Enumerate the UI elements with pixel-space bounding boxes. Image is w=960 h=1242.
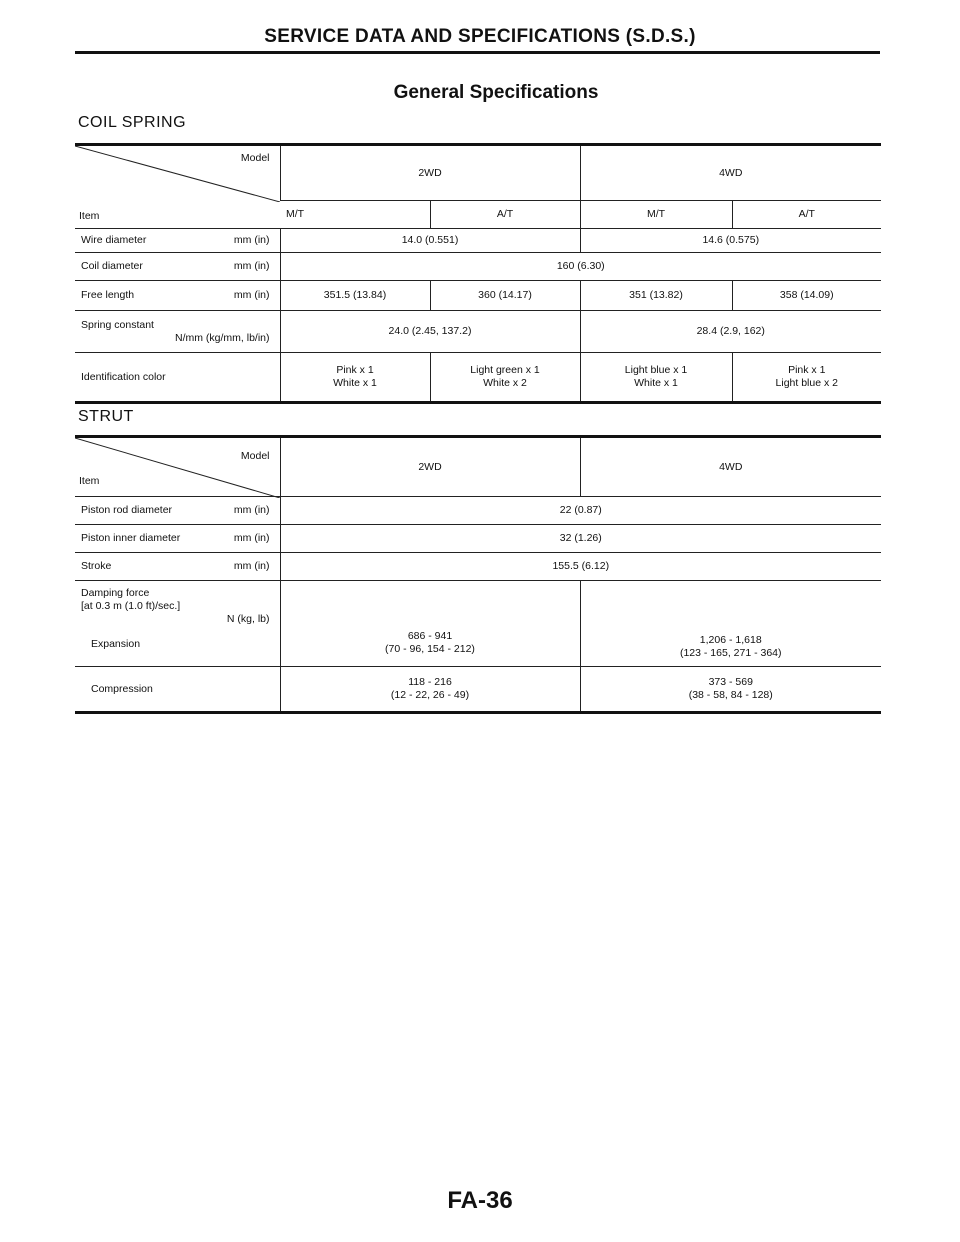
cell-value: 28.4 (2.9, 162) <box>580 311 881 353</box>
cell-value: 351.5 (13.84) <box>280 281 430 311</box>
cell-value: 358 (14.09) <box>732 281 881 311</box>
cell-value: Pink x 1 <box>788 364 826 376</box>
compression-label: Compression <box>75 667 280 713</box>
corner-diagonal <box>75 438 280 498</box>
corner-item-label: Item <box>79 475 100 487</box>
row-unit: mm (in) <box>233 560 270 572</box>
row-label: Piston inner diameter <box>81 532 181 544</box>
row-unit: N/mm (kg/mm, lb/in) <box>175 331 270 344</box>
row-unit: mm (in) <box>233 234 270 246</box>
row-unit: mm (in) <box>233 260 270 272</box>
cell-value: 24.0 (2.45, 137.2) <box>280 311 580 353</box>
cell-value: White x 1 <box>634 377 678 389</box>
strut-corner-cell <box>75 437 280 497</box>
cell-value: 14.0 (0.551) <box>280 229 580 253</box>
strut-table <box>75 435 881 714</box>
cell-value: Light blue x 1 <box>624 364 688 376</box>
cell-value: 351 (13.82) <box>580 281 732 311</box>
cell-value: (12 - 22, 26 - 49) <box>390 689 470 701</box>
cell-value: 686 - 941 <box>407 630 453 642</box>
coil-4wd-mt-header: M/T <box>580 201 732 229</box>
coil-spring-table <box>75 143 881 404</box>
corner-model-label: Model <box>240 152 270 164</box>
cell-value: 160 (6.30) <box>280 253 881 281</box>
row-label: [at 0.3 m (1.0 ft)/sec.] <box>81 600 181 612</box>
coil-4wd-header: 4WD <box>580 145 881 201</box>
cell-value: (38 - 58, 84 - 128) <box>688 689 773 701</box>
coil-4wd-at-header: A/T <box>732 201 881 229</box>
coil-2wd-at-header: A/T <box>430 201 580 229</box>
row-label: Damping force <box>81 587 150 599</box>
page-subtitle: General Specifications <box>393 82 599 103</box>
table-row <box>75 581 881 667</box>
header-rule <box>75 51 880 54</box>
cell-value: 373 - 569 <box>708 676 753 688</box>
row-unit: N (kg, lb) <box>226 613 270 625</box>
table-row <box>75 553 881 581</box>
row-label: Piston rod diameter <box>81 504 173 516</box>
table-row <box>75 253 881 281</box>
cell-value: 32 (1.26) <box>280 525 881 553</box>
cell-value: (70 - 96, 154 - 212) <box>385 643 475 655</box>
row-label: Wire diameter <box>81 234 147 246</box>
row-label: Free length <box>81 289 135 301</box>
cell-value: 14.6 (0.575) <box>580 229 881 253</box>
table-row <box>75 525 881 553</box>
table-row <box>75 353 881 403</box>
cell-value: Light blue x 2 <box>775 377 838 389</box>
strut-2wd-header: 2WD <box>280 437 580 497</box>
cell-value: 1,206 - 1,618 <box>699 634 762 646</box>
cell-value: Pink x 1 <box>336 364 374 376</box>
corner-item-label: Item <box>79 210 100 222</box>
table-row <box>75 229 881 253</box>
coil-2wd-header: 2WD <box>280 145 580 201</box>
page-number: FA-36 <box>447 1187 513 1214</box>
table-row <box>75 667 881 713</box>
coil-spring-corner-cell <box>75 145 280 229</box>
cell-value: Light green x 1 <box>470 364 540 376</box>
cell-value: 155.5 (6.12) <box>280 553 881 581</box>
page-header-title: SERVICE DATA AND SPECIFICATIONS (S.D.S.) <box>264 26 696 47</box>
expansion-label: Expansion <box>91 638 141 650</box>
strut-heading: STRUT <box>78 408 134 425</box>
cell-value: White x 1 <box>333 377 377 389</box>
cell-value: 118 - 216 <box>408 676 452 688</box>
row-label: Spring constant <box>81 318 154 331</box>
row-label: Stroke <box>81 560 112 572</box>
cell-value: 22 (0.87) <box>280 497 881 525</box>
cell-value: (123 - 165, 271 - 364) <box>679 647 782 659</box>
cell-value: 360 (14.17) <box>430 281 580 311</box>
coil-spring-heading: COIL SPRING <box>78 114 187 131</box>
row-label: Identification color <box>75 353 280 403</box>
row-unit: mm (in) <box>233 532 270 544</box>
strut-4wd-header: 4WD <box>580 437 881 497</box>
row-unit: mm (in) <box>233 289 270 301</box>
table-row <box>75 497 881 525</box>
row-unit: mm (in) <box>233 504 270 516</box>
table-row <box>75 281 881 311</box>
cell-value: White x 2 <box>483 377 527 389</box>
row-label: Coil diameter <box>81 260 143 272</box>
table-row <box>75 311 881 353</box>
corner-model-label: Model <box>240 450 270 462</box>
coil-2wd-mt-header: M/T <box>280 201 430 229</box>
